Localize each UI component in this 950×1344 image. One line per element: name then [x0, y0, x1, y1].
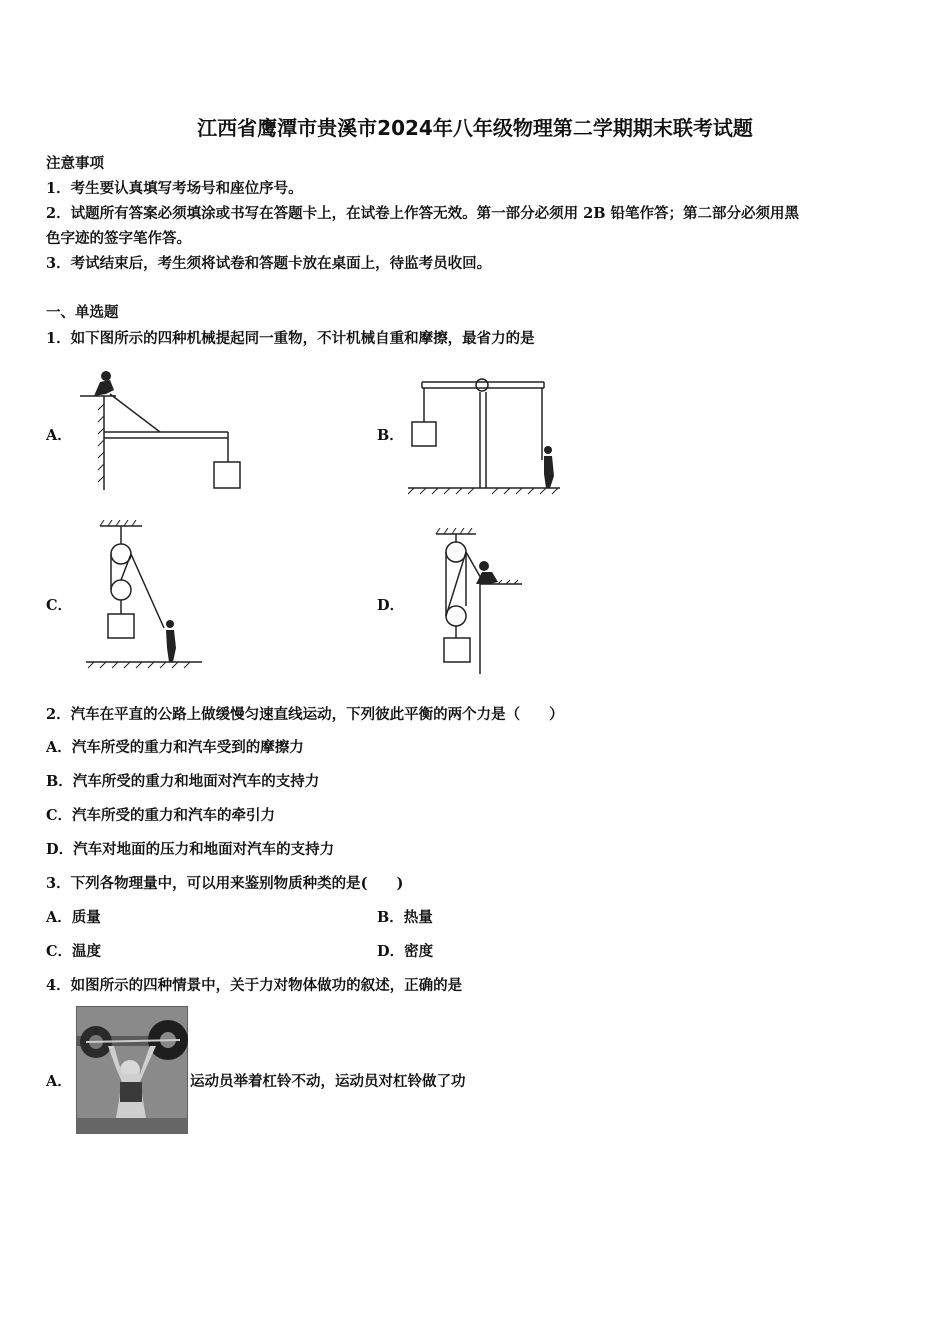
- q4-option-a-text: 运动员举着杠铃不动，运动员对杠铃做了功: [190, 1073, 466, 1090]
- q3-option-a: A．质量: [46, 909, 101, 926]
- q3-option-c: C．温度: [46, 943, 102, 960]
- figure-a-lever: [76, 366, 248, 492]
- q2-option-c: C．汽车所受的重力和汽车的牵引力: [46, 807, 276, 824]
- q3-option-d: D．密度: [377, 943, 434, 960]
- notice-item-2: 2．试题所有答案必须填涂或书写在答题卡上，在试卷上作答无效。第一部分必须用 2B 铅笔作答；第二部分必须用黑: [46, 205, 800, 222]
- figure-d-pulley: [432, 528, 524, 674]
- q1-label-b: B．: [377, 427, 404, 444]
- q3-stem: 3．下列各物理量中，可以用来鉴别物质种类的是( ): [46, 875, 404, 892]
- notice-item-1: 1．考生要认真填写考场号和座位序号。: [46, 180, 303, 197]
- notice-item-2-cont: 色字迹的签字笔作答。: [46, 230, 191, 247]
- figure-c-pulley: [86, 520, 206, 670]
- q1-label-d: D．: [377, 597, 405, 614]
- q2-option-d: D．汽车对地面的压力和地面对汽车的支持力: [46, 841, 335, 858]
- weightlifter-photo: [76, 1006, 188, 1134]
- notice-heading: 注意事项: [46, 155, 104, 172]
- notice-item-3: 3．考试结束后，考生须将试卷和答题卡放在桌面上，待监考员收回。: [46, 255, 492, 272]
- q1-label-a: A．: [46, 427, 72, 444]
- page-title: 江西省鹰潭市贵溪市2024年八年级物理第二学期期末联考试题: [197, 116, 753, 140]
- q2-option-a: A．汽车所受的重力和汽车受到的摩擦力: [46, 739, 304, 756]
- q2-option-b: B．汽车所受的重力和地面对汽车的支持力: [46, 773, 320, 790]
- section-heading: 一、单选题: [46, 304, 119, 321]
- figure-b-lever: [408, 364, 560, 496]
- q4-label-a: A．: [46, 1073, 72, 1090]
- q3-option-b: B．热量: [377, 909, 433, 926]
- q4-stem: 4．如图所示的四种情景中，关于力对物体做功的叙述，正确的是: [46, 977, 463, 994]
- q1-label-c: C．: [46, 597, 73, 614]
- q2-stem: 2．汽车在平直的公路上做缓慢匀速直线运动，下列彼此平衡的两个力是（ ）: [46, 706, 564, 723]
- q1-stem: 1．如下图所示的四种机械提起同一重物，不计机械自重和摩擦，最省力的是: [46, 330, 535, 347]
